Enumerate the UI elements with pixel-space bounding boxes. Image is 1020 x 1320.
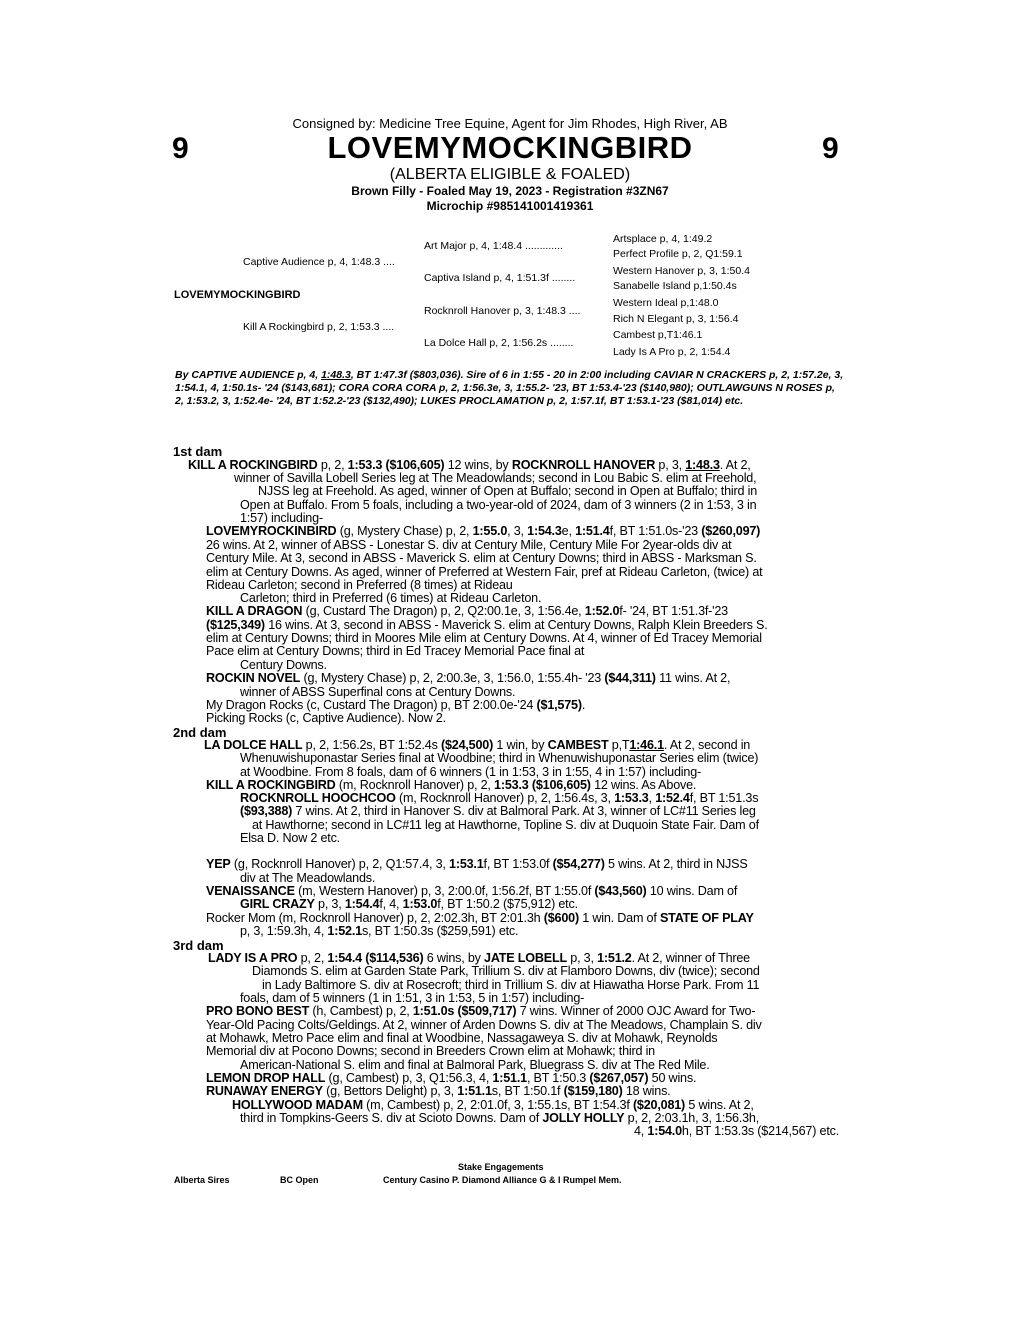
produce-line: div at The Meadowlands. xyxy=(240,871,376,885)
produce-line: third in Tompkins-Geers S. div at Scioto Downs. Dam of JOLLY HOLLY p, 2, 2:03.1h, 3, 1:56.3h, xyxy=(240,1111,760,1125)
produce-line: Pace elim at Century Downs; third in Ed Tracey Memorial Pace final at xyxy=(206,644,585,658)
produce-line: Year-Old Pacing Colts/Geldings. At 2, winner of Arden Downs S. div at The Meadows, Champlain S. div xyxy=(206,1018,762,1032)
produce-line: Elsa D. Now 2 etc. xyxy=(240,831,340,845)
produce-line: RUNAWAY ENERGY (g, Bettors Delight) p, 3, 1:51.1s, BT 1:50.1f ($159,180) 18 wins. xyxy=(206,1084,671,1098)
first-dam-line: KILL A ROCKINGBIRD p, 2, 1:53.3 ($106,605) 12 wins, by ROCKNROLL HANOVER p, 3, 1:48.3. At 2, xyxy=(188,458,751,472)
produce-line: 4, 1:54.0h, BT 1:53.3s ($214,567) etc. xyxy=(634,1124,840,1138)
produce-line: LEMON DROP HALL (g, Cambest) p, 3, Q1:56.3, 4, 1:51.1, BT 1:50.3 ($267,057) 50 wins. xyxy=(206,1071,697,1085)
produce-line: American-National S. elim and final at Balmoral Park, Bluegrass S. div at The Red Mile. xyxy=(240,1058,710,1072)
produce-line: ROCKIN NOVEL (g, Mystery Chase) p, 2, 2:00.3e, 3, 1:56.0, 1:55.4h- '23 ($44,311) 11 wins. At 2, xyxy=(206,671,731,685)
first-dam-line: winner of Savilla Lobell Series leg at The Meadowlands; second in Lou Babic S. elim at Freehold, xyxy=(234,471,757,485)
third-dam-line: LADY IS A PRO p, 2, 1:54.4 ($114,536) 6 wins, by JATE LOBELL p, 3, 1:51.2. At 2, winner of Three xyxy=(208,951,750,965)
microchip-line: Microchip #985141001419361 xyxy=(426,199,594,213)
stake-engagements-heading: Stake Engagements xyxy=(458,1162,544,1172)
ped-dam-dam: La Dolce Hall p, 2, 1:56.2s ........ xyxy=(424,337,574,349)
ped-sire-sire: Art Major p, 4, 1:48.4 ............. xyxy=(424,240,563,252)
produce-line: Century Downs. xyxy=(240,658,327,672)
ped-g4: Sanabelle Island p,1:50.4s xyxy=(613,280,737,292)
produce-line: KILL A ROCKINGBIRD (m, Rocknroll Hanover) p, 2, 1:53.3 ($106,605) 12 wins. As Above. xyxy=(206,778,697,792)
ped-g2: Perfect Profile p, 2, Q1:59.1 xyxy=(613,248,743,260)
produce-line: Rocker Mom (m, Rocknroll Hanover) p, 2, 2:02.3h, BT 2:01.3h ($600) 1 win. Dam of STATE OF PLAY xyxy=(206,911,754,925)
third-dam-line: foals, dam of 5 winners (1 in 1:51, 3 in 1:53, 5 in 1:57) including- xyxy=(240,991,585,1005)
consignor-line: Consigned by: Medicine Tree Equine, Agent for Jim Rhodes, High River, AB xyxy=(292,116,728,131)
first-dam-heading: 1st dam xyxy=(173,444,223,459)
produce-line: Century Mile. At 3, second in ABSS - Maverick S. elim at Century Downs; third in ABSS - Marksman S. xyxy=(206,551,757,565)
ped-sire-dam: Captiva Island p, 4, 1:51.3f ........ xyxy=(424,272,576,284)
ped-g8: Lady Is A Pro p, 2, 1:54.4 xyxy=(613,346,731,358)
first-dam-line: Open at Buffalo. From 5 foals, including a two-year-old of 2024, dam of 3 winners (2 in 1:53, 3 in xyxy=(240,498,757,512)
sire-paragraph: By CAPTIVE AUDIENCE p, 4, 1:48.3, BT 1:47.3f ($803,036). Sire of 6 in 1:55 - 20 in 2:00 including CAVIAR N CRACKERS p, 2, 1:57.2e, 3, 1:54.1, 4, 1:50.1s- '24 ($143,681); CORA CORA CORA p, 2, 1:56.3e, 3, 1:55.2- '23, BT 1:53.4-'23 ($140,980); OUTLAWGUNS N ROSES p, 2, 1:53.2, 3, 1:52.4e- '24, BT 1:52.2-'23 ($132,490); LUKES PROCLAMATION p, 2, 1:57.1f, BT 1:53.1-'23 ($81,014) etc. xyxy=(175,369,844,407)
horse-name-title: LOVEMYMOCKINGBIRD xyxy=(327,130,693,165)
produce-line: YEP (g, Rocknroll Hanover) p, 2, Q1:57.4, 3, 1:53.1f, BT 1:53.0f ($54,277) 5 wins. At 2, third in NJSS xyxy=(206,857,748,871)
produce-line: ROCKNROLL HOOCHCOO (m, Rocknroll Hanover) p, 2, 1:56.4s, 3, 1:53.3, 1:52.4f, BT 1:51.3s xyxy=(240,791,759,805)
produce-line: winner of ABSS Superfinal cons at Century Downs. xyxy=(240,685,516,699)
produce-line: at Mohawk, Metro Pace elim and final at Woodbine, Nassagaweya S. div at Mohawk, Reynolds xyxy=(206,1031,718,1045)
produce-line: LOVEMYROCKINBIRD (g, Mystery Chase) p, 2, 1:55.0, 3, 1:54.3e, 1:51.4f, BT 1:51.0s-'23 ($260,097) xyxy=(206,524,761,538)
hip-number-left: 9 xyxy=(172,132,189,165)
produce-line: Carleton; third in Preferred (6 times) at Rideau Carleton. xyxy=(240,591,542,605)
ped-g3: Western Hanover p, 3, 1:50.4 xyxy=(613,265,750,277)
produce-line: KILL A DRAGON (g, Custard The Dragon) p, 2, Q2:00.1e, 3, 1:56.4e, 1:52.0f- '24, BT 1:51.3f-'23 xyxy=(206,604,728,618)
ped-g5: Western Ideal p,1:48.0 xyxy=(613,297,719,309)
produce-line: 26 wins. At 2, winner of ABSS - Lonestar S. div at Century Mile, Century Mile For 2year-olds div at xyxy=(206,538,732,552)
third-dam-line: Diamonds S. elim at Garden State Park, Trillium S. div at Flamboro Downs, div (twice); second xyxy=(252,964,760,978)
second-dam-heading: 2nd dam xyxy=(173,725,227,740)
eligibility-line: (ALBERTA ELIGIBLE & FOALED) xyxy=(389,166,631,183)
second-dam-line: at Woodbine. From 8 foals, dam of 6 winners (1 in 1:53, 3 in 1:55, 4 in 1:57) including- xyxy=(240,765,701,779)
produce-line: at Hawthorne; second in LC#11 leg at Hawthorne, Topline S. div at Duquoin State Fair. Dam of xyxy=(252,818,759,832)
first-dam-line: 1:57) including- xyxy=(240,511,323,525)
produce-line: ($93,388) 7 wins. At 2, third in Hanover S. div at Balmoral Park. At 3, winner of LC#11 Series leg xyxy=(240,804,756,818)
produce-line: PRO BONO BEST (h, Cambest) p, 2, 1:51.0s ($509,717) 7 wins. Winner of 2000 OJC Award for Two- xyxy=(206,1004,756,1018)
footer-alberta-sires: Alberta Sires xyxy=(174,1175,230,1185)
third-dam-heading: 3rd dam xyxy=(173,938,224,953)
produce-line: GIRL CRAZY p, 3, 1:54.4f, 4, 1:53.0f, BT 1:50.2 ($75,912) etc. xyxy=(240,897,578,911)
ped-g1: Artsplace p, 4, 1:49.2 xyxy=(613,233,713,245)
produce-line: Rideau Carleton; second in Preferred (8 times) at Rideau xyxy=(206,578,513,592)
footer-stakes-list: Century Casino P. Diamond Alliance G & I Rumpel Mem. xyxy=(383,1175,622,1185)
produce-line: elim at Century Downs; third in Moores Mile elim at Century Downs. At 4, winner of Ed Tracey Memorial xyxy=(206,631,762,645)
footer-bc-open: BC Open xyxy=(280,1175,319,1185)
ped-dam-sire: Rocknroll Hanover p, 3, 1:48.3 .... xyxy=(424,305,581,317)
hip-number-right: 9 xyxy=(822,132,839,165)
first-dam-line: NJSS leg at Freehold. As aged, winner of Open at Buffalo; second in Open at Buffalo; third in xyxy=(258,484,757,498)
description-line: Brown Filly - Foaled May 19, 2023 - Registration #3ZN67 xyxy=(351,184,669,198)
produce-line: elim at Century Downs. As aged, winner of Preferred at Western Fair, pref at Rideau Carleton, (twice) at xyxy=(206,565,763,579)
ped-dam: Kill A Rockingbird p, 2, 1:53.3 .... xyxy=(243,321,395,333)
third-dam-line: in Lady Baltimore S. div at Rosecroft; third in Trillium S. div at Hiawatha Horse Park. From 11 xyxy=(262,978,760,992)
produce-line: VENAISSANCE (m, Western Hanover) p, 3, 2:00.0f, 1:56.2f, BT 1:55.0f ($43,560) 10 wins. Dam of xyxy=(206,884,738,898)
ped-subject: LOVEMYMOCKINGBIRD xyxy=(174,289,301,301)
ped-g7: Cambest p,T1:46.1 xyxy=(613,329,703,341)
second-dam-line: LA DOLCE HALL p, 2, 1:56.2s, BT 1:52.4s ($24,500) 1 win, by CAMBEST p,T1:46.1. At 2, second in xyxy=(204,738,751,752)
produce-line: Picking Rocks (c, Captive Audience). Now 2. xyxy=(206,711,446,725)
produce-line: My Dragon Rocks (c, Custard The Dragon) p, BT 2:00.0e-'24 ($1,575). xyxy=(206,698,586,712)
second-dam-line: Whenuwishuponastar Series final at Woodbine; third in Whenuwishuponastar Series elim (twice) xyxy=(240,751,759,765)
produce-line: ($125,349) 16 wins. At 3, second in ABSS - Maverick S. elim at Century Downs, Ralph Klein Breeders S. xyxy=(206,618,768,632)
produce-line: HOLLYWOOD MADAM (m, Cambest) p, 2, 2:01.0f, 3, 1:55.1s, BT 1:54.3f ($20,081) 5 wins. At 2, xyxy=(232,1098,754,1112)
produce-line: Memorial div at Pocono Downs; second in Breeders Crown elim at Mohawk; third in xyxy=(206,1044,655,1058)
produce-line: p, 3, 1:59.3h, 4, 1:52.1s, BT 1:50.3s ($259,591) etc. xyxy=(240,924,519,938)
ped-sire: Captive Audience p, 4, 1:48.3 .... xyxy=(243,256,395,268)
ped-g6: Rich N Elegant p, 3, 1:56.4 xyxy=(613,313,739,325)
